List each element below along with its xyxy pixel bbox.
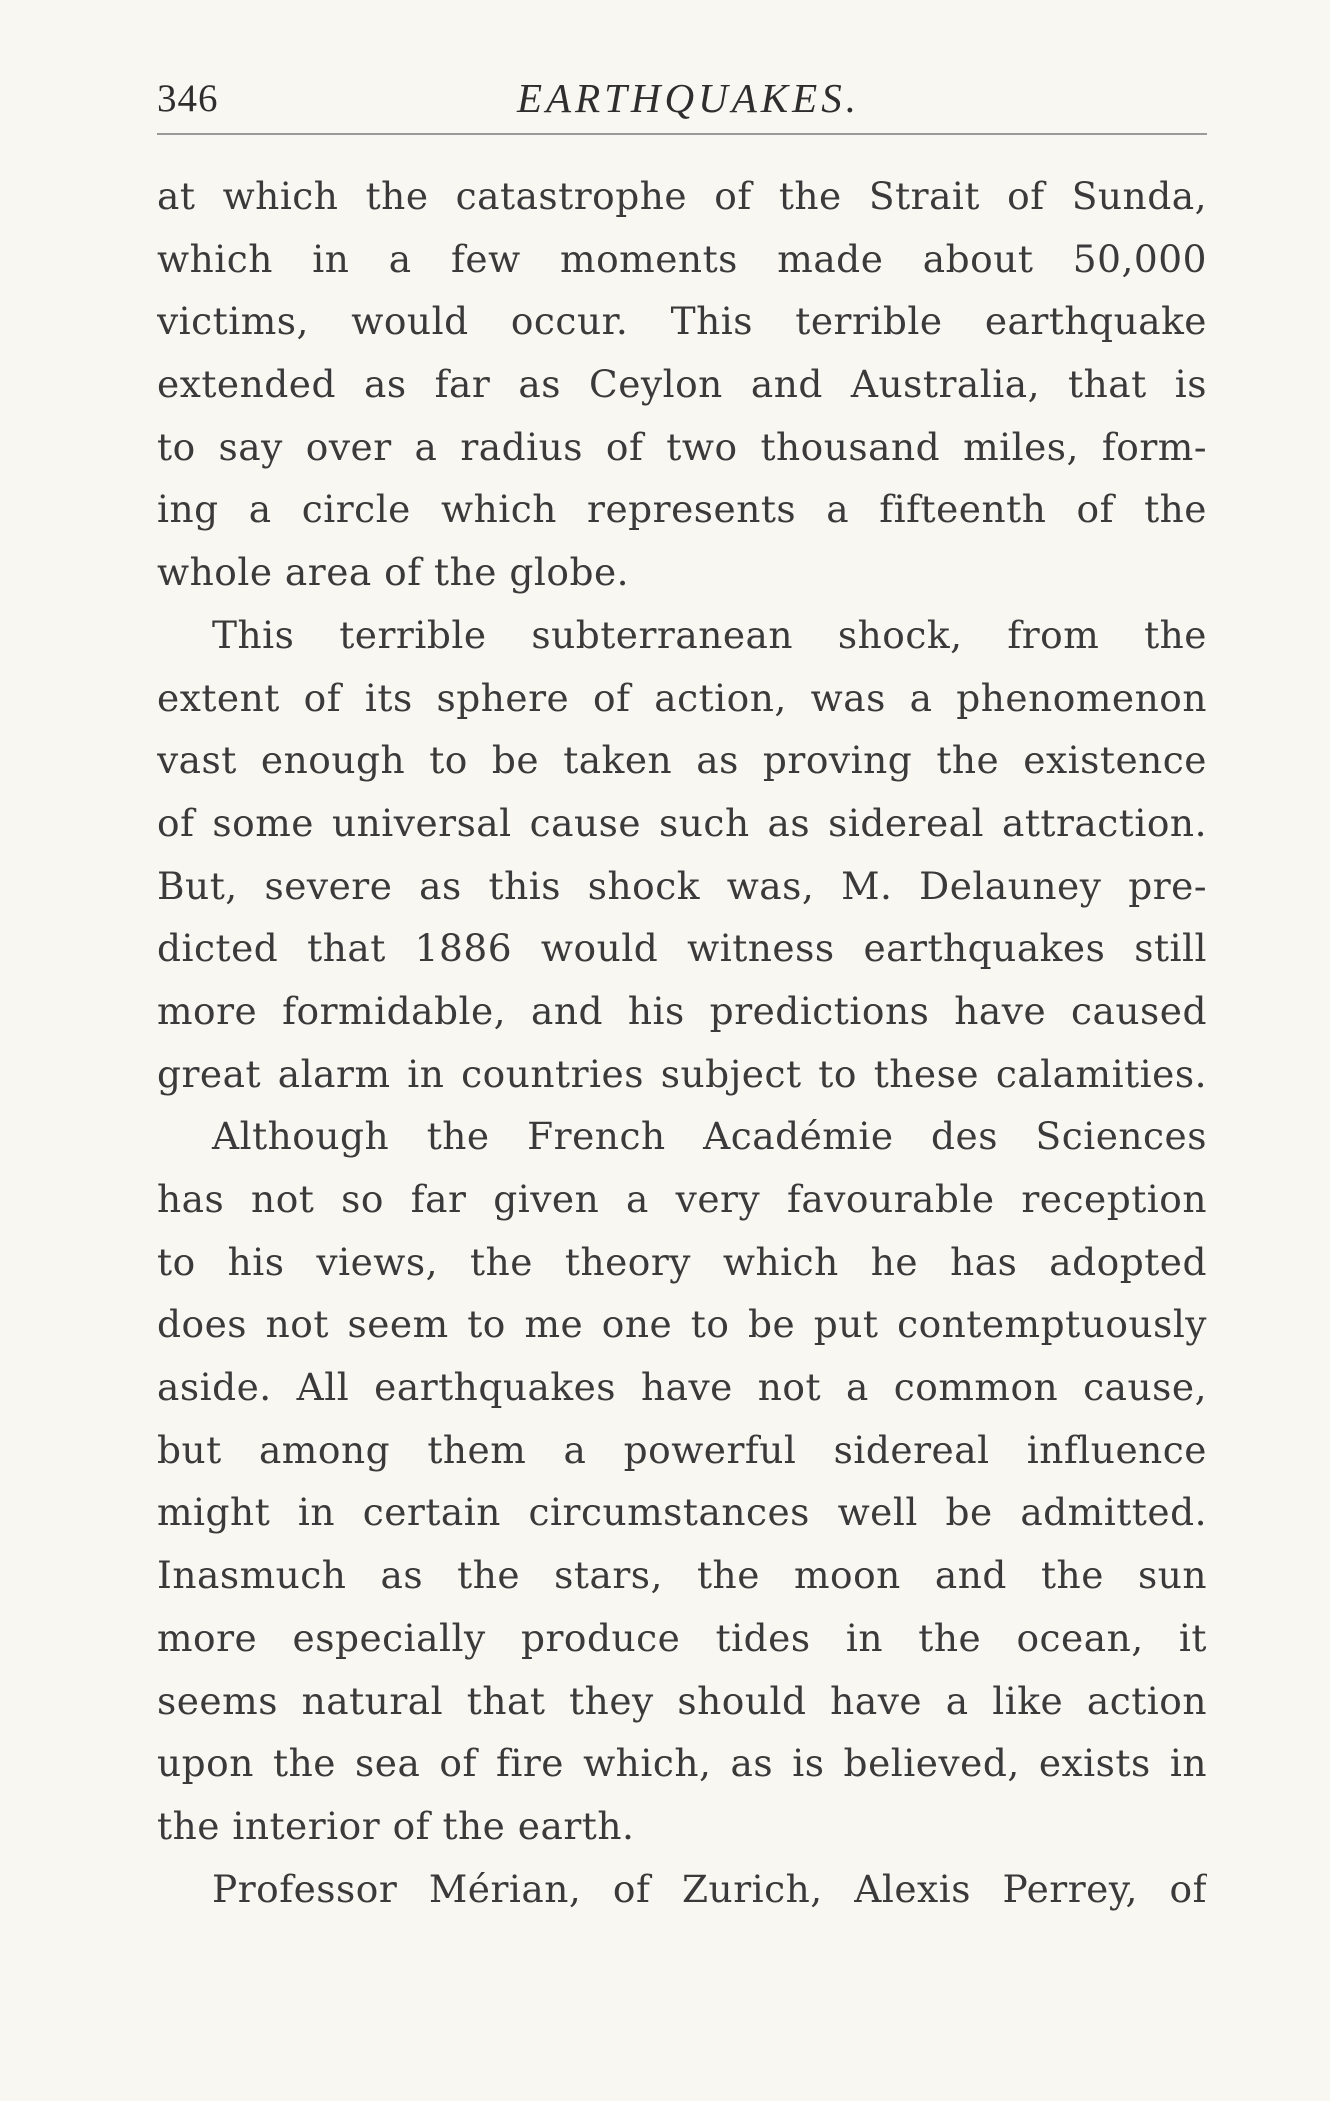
text-line: aside. All earthquakes have not a common cause, [157,1365,1207,1410]
text-line: more formidable, and his predictions have caused [157,988,1207,1033]
paragraph-start-line: Although the French Académie des Sciences [212,1114,1207,1159]
text-line: upon the sea of fire which, as is believed, exists in [157,1741,1207,1786]
text-line: seems natural that they should have a like action [157,1678,1207,1723]
text-line: Inasmuch as the stars, the moon and the sun [157,1553,1207,1598]
text-line: the interior of the earth. [157,1803,635,1848]
text-line: might in certain circumstances well be admitted. [157,1490,1207,1535]
text-line: dicted that 1886 would witness earthquakes still [157,926,1207,971]
running-title: EARTHQUAKES. [517,75,860,121]
text-line: to his views, the theory which he has adopted [157,1239,1207,1284]
header-rule [157,133,1207,135]
text-line: great alarm in countries subject to these calamities. [157,1051,1207,1096]
body-text [157,165,1207,1920]
running-head [157,62,1207,132]
paragraph-start-line: This terrible subterranean shock, from the [212,612,1207,657]
text-line: of some universal cause such as sidereal attraction. [157,800,1207,845]
text-line: victims, would occur. This terrible earthquake [157,299,1207,344]
text-line: ing a circle which represents a fifteenth of the [157,487,1207,532]
text-line: extent of its sphere of action, was a phenomenon [157,675,1207,720]
text-line: extended as far as Ceylon and Australia, that is [157,362,1207,407]
text-line: does not seem to me one to be put contemptuously [157,1302,1207,1347]
text-line: vast enough to be taken as proving the existence [157,738,1207,783]
text-line: But, severe as this shock was, M. Delauney pre- [157,863,1207,908]
text-line: whole area of the globe. [157,550,630,595]
text-line: to say over a radius of two thousand miles, form- [157,424,1207,469]
text-line: but among them a powerful sidereal influence [157,1427,1207,1472]
paragraph-start-line: Professor Mérian, of Zurich, Alexis Perrey, of [212,1866,1207,1911]
text-line: has not so far given a very favourable reception [157,1177,1207,1221]
text-line: at which the catastrophe of the Strait of Sunda, [157,174,1207,218]
text-line: more especially produce tides in the ocean, it [157,1615,1207,1660]
page-number: 346 [157,77,219,120]
text-line: which in a few moments made about 50,000 [157,236,1207,281]
